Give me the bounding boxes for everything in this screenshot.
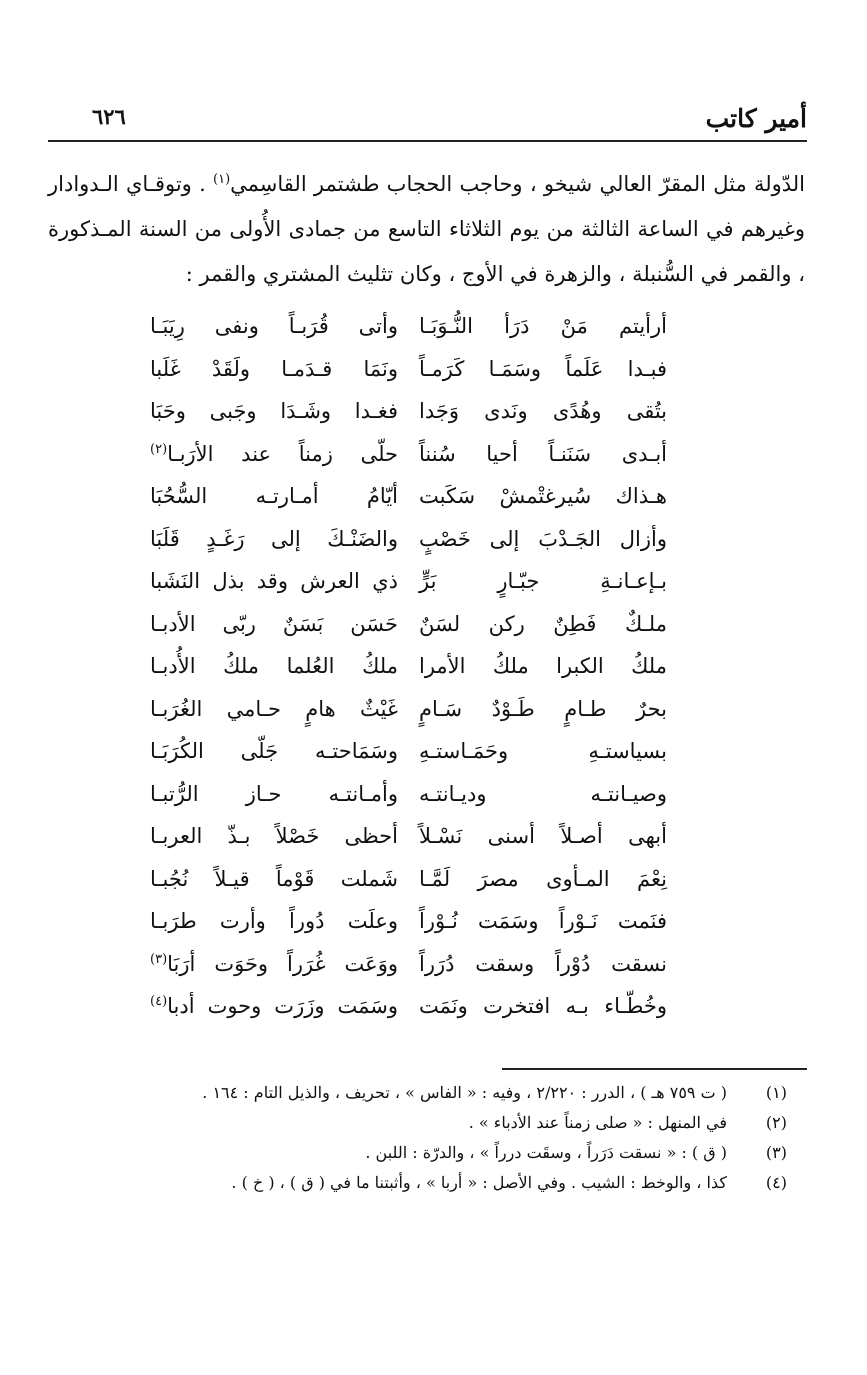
verse-second-hemistich — [150, 390, 398, 433]
verse-first-hemistich: فبـدا عَلَماً وسَمَـا كَرَمـاً — [419, 356, 667, 381]
verse-line — [150, 730, 667, 773]
verse-line — [150, 815, 667, 858]
footnote-ref[interactable]: (٤) — [150, 994, 168, 1009]
footnote-ref-1[interactable]: (١) — [213, 172, 231, 187]
page-header — [48, 100, 807, 140]
footnote-ref[interactable]: (٣) — [150, 951, 168, 967]
verse-first-hemistich: نسقت دُوْراً وسقت دُرَراً — [419, 951, 667, 976]
verse-second-hemistich — [150, 985, 398, 1028]
verse-first-hemistich: ملكُ الكبرا ملكُ الأمرا — [419, 654, 667, 678]
verse-second-hemistich — [150, 475, 398, 518]
verse-line — [150, 560, 667, 603]
verse-line — [150, 475, 667, 518]
verse-first-hemistich: نِعْمَ المـأوى مصرَ لَمَّـا — [419, 866, 667, 891]
verse-line — [150, 603, 667, 646]
verse-second-hemistich-text: فغـدا وشَـدَا وجَبى وحَبَا — [150, 399, 398, 423]
verse-second-hemistich-text: حلّى زمناً عند الأرَبـا — [167, 441, 398, 466]
header-rule — [48, 140, 807, 142]
verse-second-hemistich — [150, 433, 398, 476]
verse-second-hemistich — [150, 348, 398, 391]
verse-second-hemistich — [150, 730, 398, 773]
verse-first-hemistich: هـذاك سُيرغتْمشْ سَكَبت — [419, 484, 667, 508]
footnote — [60, 1168, 787, 1198]
verse-first-hemistich: بسياستـهِ وحَمَـاستـهِ — [419, 739, 667, 763]
verse-first-hemistich: وخُطّـاء بـه افتخرت ونَمَت — [419, 994, 667, 1018]
footnote — [60, 1108, 787, 1138]
verse-second-hemistich-text: ملكُ العُلما ملكُ الأُدبـا — [150, 654, 398, 678]
verse-second-hemistich — [150, 943, 398, 986]
verse-second-hemistich-text: وسَمَت وزَرَت وحوت أدبا — [167, 994, 398, 1018]
verse-second-hemistich-text: أيّامُ أمـارتـه السُّحُبَا — [150, 484, 398, 508]
verse-second-hemistich-text: ونَمَا قـدَمـا ولَقَدْ غَلَبا — [150, 356, 398, 381]
running-title: أمير كاتب — [705, 104, 807, 133]
verse-second-hemistich-text: ووَعَت غُرَراً وحَوَت أرَبَا — [167, 951, 398, 976]
verse-second-hemistich-text: شَملت قَوْماً قيـلاً نُجُبـا — [150, 866, 398, 891]
verse-line — [150, 858, 667, 901]
verse-first-hemistich: أرأيتم مَنْ دَرَأ النُّـوَبَـا — [419, 314, 667, 338]
verse-line — [150, 900, 667, 943]
verse-line — [150, 773, 667, 816]
verse-second-hemistich — [150, 305, 398, 348]
verse-second-hemistich — [150, 858, 398, 901]
verse-line — [150, 943, 667, 986]
verse-second-hemistich — [150, 560, 398, 603]
footnote-rule — [502, 1068, 807, 1070]
verse-second-hemistich-text: أحظى خَصْلاً بـذّ العربـا — [150, 824, 398, 848]
verse-second-hemistich-text: وعلَت دُوراً وأرت طرَبـا — [150, 909, 398, 933]
footnote-number: (٣) — [765, 1143, 787, 1162]
footnote-text: ( ق ) : « نسقت دَرَراً ، وسقَت درراً » ، والدرّة : اللبن . — [365, 1143, 727, 1162]
footnote — [60, 1138, 787, 1168]
footnote-text: ( ت ٧٥٩ هـ ) ، الدرر : ٢/٢٢٠ ، وفيه : « الفاس » ، تحريف ، والذيل التام : ١٦٤ . — [202, 1083, 727, 1102]
footnote-ref[interactable]: (٢) — [150, 441, 168, 457]
verse-second-hemistich — [150, 688, 398, 731]
verse-second-hemistich-text: حَسَن بَسَنٌ ربّى الأدبـا — [150, 611, 398, 636]
verse-line — [150, 688, 667, 731]
verse-first-hemistich: بحرٌ طـامٍ طَـوْدٌ سَـامٍ — [419, 696, 667, 721]
verse-second-hemistich — [150, 773, 398, 816]
verse-second-hemistich — [150, 900, 398, 943]
verse-second-hemistich-text: وأمـانتـه حـاز الرُّتبـا — [150, 781, 398, 806]
page-number: ٦٢٦ — [92, 104, 126, 129]
prose-text-a: الدّولة مثل المقرّ العالي شيخو ، وحاجب الحجاب طشتمر القاسِمي — [230, 172, 805, 196]
verse-line — [150, 985, 667, 1028]
verse-second-hemistich — [150, 645, 398, 688]
verse-line — [150, 348, 667, 391]
prose-text-b: . وتوقـاي الـدوادار وغيرهم في الساعة الثالثة من يوم الثلاثاء التاسع من جمادى الأُولى من السنة المـذكورة ، والقمر في السُّنبلة ، والزهرة في الأوج ، وكان تثليث المشتري والقمر : — [48, 172, 805, 286]
verse-first-hemistich: أبـدى سَنَنـاً أحيا سُنناً — [419, 441, 667, 466]
verse-first-hemistich: وصيـانتـه وديـانتـه — [419, 781, 667, 806]
verse-second-hemistich — [150, 518, 398, 561]
prose-paragraph — [48, 162, 805, 297]
verse-second-hemistich-text: غَيْثٌ هامٍ حـامي الغُرَبـا — [150, 696, 398, 721]
footnote-number: (٤) — [765, 1173, 787, 1192]
verse-line — [150, 518, 667, 561]
footnotes — [60, 1078, 787, 1198]
verse-line — [150, 305, 667, 348]
verse-first-hemistich: أبهى أصـلاً أسنى نَسْـلاً — [419, 824, 667, 848]
verse-second-hemistich-text: وأتى قُرَبـاً ونفى رِيَبَـا — [150, 314, 398, 338]
verse-first-hemistich: بتُقى وهُدًى ونَدى وَجَدا — [419, 399, 667, 423]
footnote-text: كذا ، والوخط : الشيب . وفي الأصل : « أربا » ، وأثبتنا ما في ( ق ) ، ( خ ) . — [231, 1173, 727, 1192]
footnote — [60, 1078, 787, 1108]
verse-line — [150, 645, 667, 688]
verse-line — [150, 433, 667, 476]
verse-second-hemistich — [150, 603, 398, 646]
verse-second-hemistich — [150, 815, 398, 858]
footnote-number: (١) — [765, 1083, 787, 1102]
verse-first-hemistich: فنَمت نَـوْراً وسَمَت نُـوْراً — [419, 909, 667, 933]
verse-second-hemistich-text: وسَمَاحتـه جَلّى الكُرَبَـا — [150, 739, 398, 763]
verse-second-hemistich-text: ذي العرش وقد بذل النَشَبا — [150, 569, 398, 593]
footnote-text: في المنهل : « صلى زمناً عند الأدباء » . — [468, 1113, 727, 1132]
verse-first-hemistich: بـإعـانـةِ جبّـارٍ بَرٍّ — [419, 569, 667, 593]
verse-second-hemistich-text: والضَنْـكَ إلى رَغَـدٍ قَلَبَا — [150, 526, 398, 551]
poem — [150, 305, 667, 1028]
verse-first-hemistich: وأزال الجَـدْبَ إلى خَصْبٍ — [419, 526, 667, 551]
verse-line — [150, 390, 667, 433]
verse-first-hemistich: ملـكٌ فَطِنٌ ركن لسَنٌ — [419, 611, 667, 636]
footnote-number: (٢) — [765, 1113, 787, 1132]
